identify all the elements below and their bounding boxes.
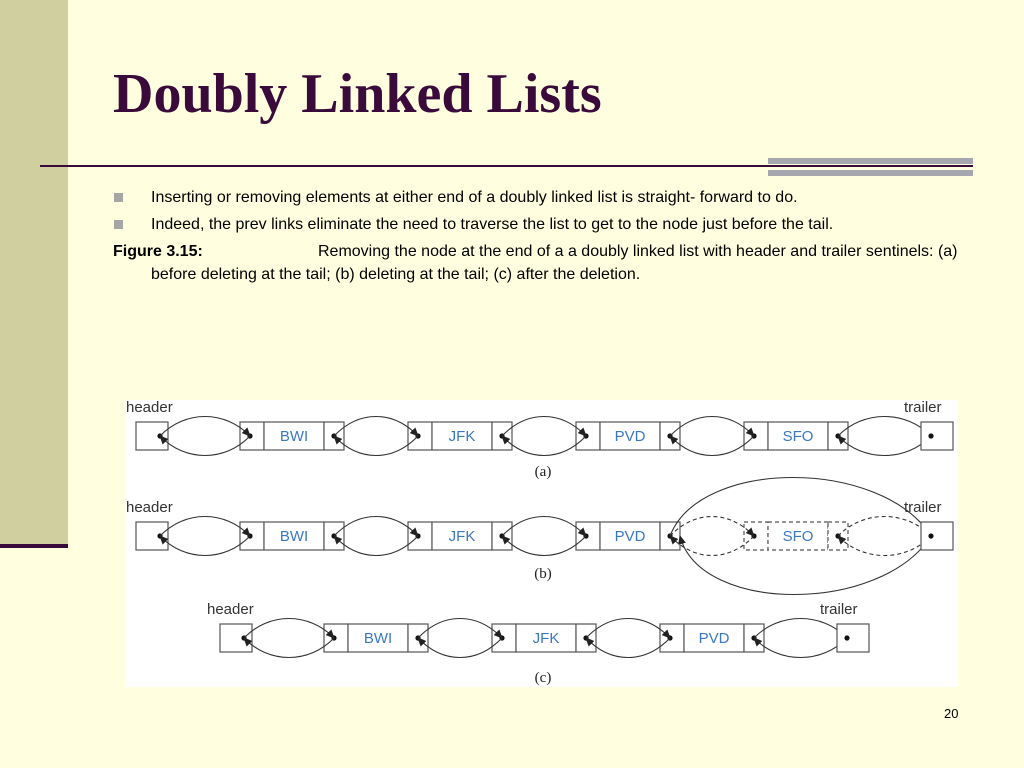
trailer-label: trailer xyxy=(904,400,942,416)
next-link-arrow xyxy=(418,619,502,639)
prev-link-arrow xyxy=(754,638,847,658)
trailer-prev-pointer xyxy=(928,433,933,438)
linked-list-figure xyxy=(126,400,957,687)
header-sentinel xyxy=(136,522,168,550)
slide-title: Doubly Linked Lists xyxy=(113,63,602,125)
node-label: BWI xyxy=(279,428,309,445)
prev-link-arrow xyxy=(418,638,502,658)
node-label: JFK xyxy=(532,630,560,647)
trailer-label: trailer xyxy=(904,499,942,516)
next-link-arrow xyxy=(244,619,334,639)
prev-link-arrow xyxy=(334,436,418,456)
node-label: BWI xyxy=(363,630,393,647)
figure-caption-text: Removing the node at the end of a a doubly linked list with header and trailer sentinels: (a) before deleting at the tail; (b) deleting at the tail; (c) after the deletion. xyxy=(151,243,958,283)
node-label: BWI xyxy=(279,528,309,545)
next-link-arrow xyxy=(334,517,418,537)
header-label: header xyxy=(126,499,173,516)
node-label: JFK xyxy=(448,428,476,445)
left-decor-line xyxy=(0,544,68,548)
node-label: PVD xyxy=(698,630,730,647)
figure-label: Figure 3.15: xyxy=(113,243,203,260)
next-link-arrow xyxy=(160,517,250,537)
trailer-prev-pointer xyxy=(928,533,933,538)
next-link-arrow xyxy=(670,417,754,437)
prev-link-arrow xyxy=(334,536,418,556)
next-link-arrow xyxy=(670,517,754,537)
bullet-square-icon xyxy=(114,193,123,202)
title-accent-bar xyxy=(768,158,973,176)
prev-link-arrow xyxy=(502,536,586,556)
bullet-item xyxy=(113,186,973,209)
next-link-arrow xyxy=(586,619,670,639)
node-label: PVD xyxy=(614,528,646,545)
accent-stripe-bottom xyxy=(768,170,973,176)
row-caption: (a) xyxy=(534,464,552,480)
next-link-arrow xyxy=(502,517,586,537)
next-link-arrow xyxy=(502,417,586,437)
prev-link-arrow xyxy=(244,638,334,658)
next-link-arrow xyxy=(838,417,931,437)
figure-caption xyxy=(113,240,973,286)
bullet-item xyxy=(113,213,973,236)
next-link-arrow xyxy=(160,417,250,437)
node-label: JFK xyxy=(448,528,476,545)
node-label: SFO xyxy=(782,528,814,545)
next-link-arrow xyxy=(754,619,847,639)
linked-list-diagram xyxy=(126,400,957,687)
bullet-text: Indeed, the prev links eliminate the need to traverse the list to get to the node just before the tail. xyxy=(151,216,834,233)
header-label: header xyxy=(207,601,254,618)
trailer-label: trailer xyxy=(820,601,858,618)
prev-link-arrow xyxy=(160,436,250,456)
prev-link-arrow xyxy=(586,638,670,658)
row-caption: (c) xyxy=(534,670,552,686)
row-caption: (b) xyxy=(534,566,552,582)
header-label: header xyxy=(126,400,173,416)
prev-link-arrow xyxy=(838,436,931,456)
accent-stripe-top xyxy=(768,158,973,164)
prev-link-arrow xyxy=(160,536,250,556)
trailer-prev-pointer xyxy=(844,635,849,640)
left-decor-band xyxy=(0,0,68,545)
trailer-sentinel xyxy=(837,624,869,652)
next-link-arrow xyxy=(334,417,418,437)
prev-link-arrow xyxy=(670,536,754,556)
trailer-sentinel xyxy=(921,522,953,550)
node-label: PVD xyxy=(614,428,646,445)
prev-link-arrow xyxy=(502,436,586,456)
bullet-square-icon xyxy=(114,220,123,229)
header-sentinel xyxy=(136,422,168,450)
header-sentinel xyxy=(220,624,252,652)
prev-link-arrow xyxy=(670,436,754,456)
bullet-list xyxy=(113,186,973,286)
page-number: 20 xyxy=(944,706,959,721)
bullet-text: Inserting or removing elements at either end of a doubly linked list is straight- forward to do. xyxy=(151,189,798,206)
trailer-sentinel xyxy=(921,422,953,450)
node-label: SFO xyxy=(782,428,814,445)
